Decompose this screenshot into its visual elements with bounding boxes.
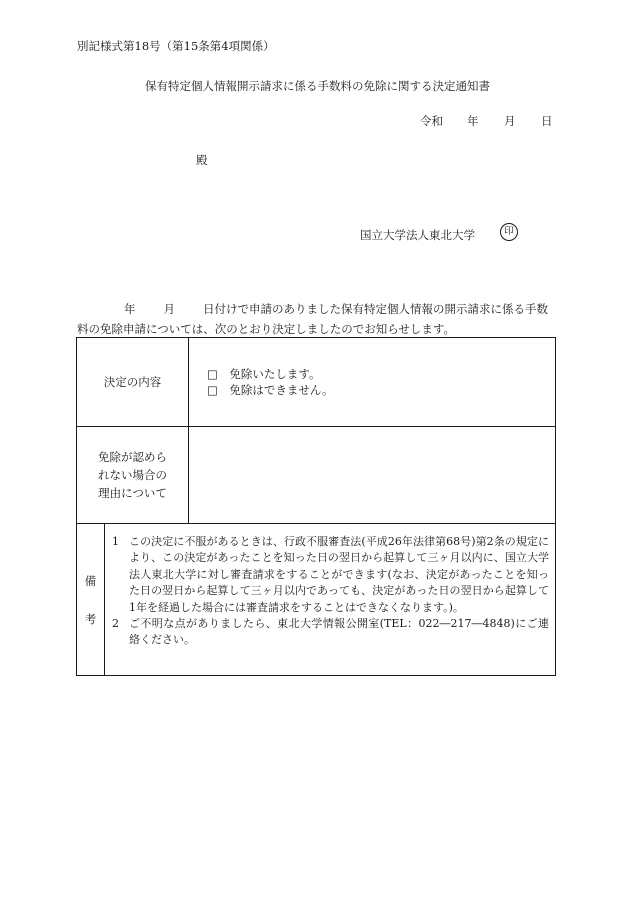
note-item [112,616,549,649]
date-month: 月 [504,114,516,128]
decision-row [77,338,556,427]
option-not-exempt[interactable]: □ 免除はできません。 [207,383,334,397]
reason-row [77,427,556,524]
seal-icon: 印 [500,223,518,241]
document-title: 保有特定個人情報開示請求に係る手数料の免除に関する決定通知書 [145,79,490,93]
decision-label: 決定の内容 [77,338,189,427]
issuer-name: 国立大学法人東北大学 [360,228,475,242]
remarks-body [105,524,555,675]
intro-year: 年 [124,302,136,316]
decision-table [76,337,556,676]
note-item [112,534,549,616]
decision-options [189,338,556,427]
intro-line-2: 料の免除申請については、次のとおり決定しましたのでお知らせします。 [77,322,456,336]
note-number: 2 [112,617,119,631]
option-exempt[interactable]: □ 免除いたします。 [207,367,321,381]
remarks-label [77,524,105,675]
date-day: 日 [541,114,553,128]
reason-label-line-3: 理由について [98,486,167,500]
note-text: ご不明な点がありましたら、東北大学情報公開室(TEL：022―217―4848)にご連絡ください。 [129,617,549,647]
reason-label-line-2: れない場合の [98,468,167,482]
intro-paragraph [77,299,557,339]
intro-month: 月 [163,302,175,316]
remarks-cell [77,524,556,676]
remarks-row [77,524,556,676]
date-year: 年 [467,114,479,128]
intro-line-1 [77,299,557,319]
note-number: 1 [112,535,119,548]
form-number: 別記様式第18号（第15条第4項関係） [77,39,275,53]
remarks-label-char-1: 備 [84,573,97,588]
remarks-label-char-2: 考 [84,611,97,626]
reason-label-line-1: 免除が認めら [98,450,167,464]
note-text: この決定に不服があるときは、行政不服審査法(平成26年法律第68号)第2条の規定により、この決定があったことを知った日の翌日から起算して三ヶ月以内に、国立大学法人東北大学に対し審査請求をすることができます(なお、決定があったことを知った日の翌日から起算して三ヶ月以内であっても、決定があった日の翌日から起算して1年を経過した場合には審査請求をすることはできなくなります。)。 [129,535,549,614]
reason-field[interactable] [189,427,556,524]
addressee-suffix: 殿 [196,153,208,167]
reason-label [77,427,189,524]
intro-line-1-rest: 日付けで申請のありました保有特定個人情報の開示請求に係る手数 [203,302,548,316]
date-era: 令和 [420,114,443,128]
